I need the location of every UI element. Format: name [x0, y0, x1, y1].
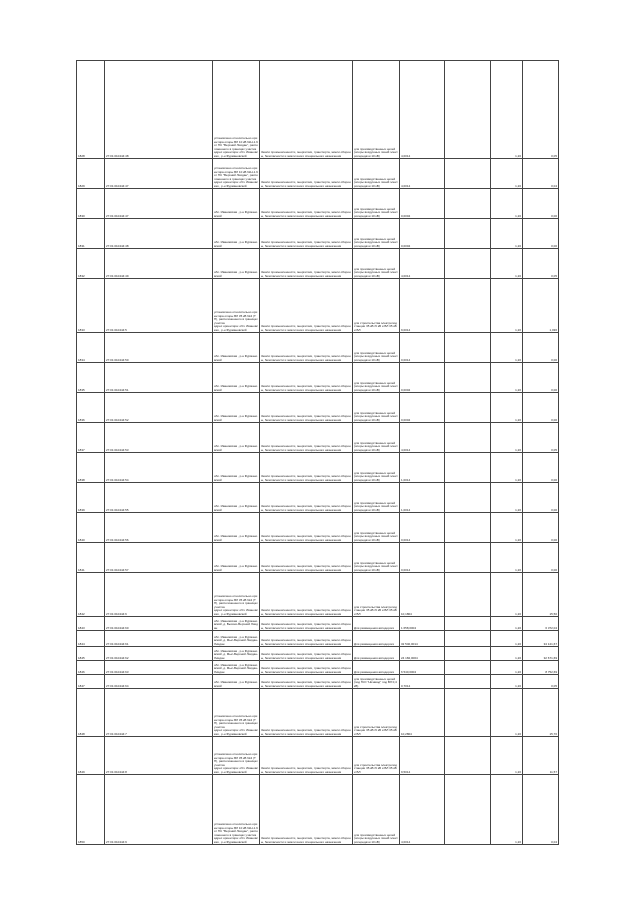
value-1-cell — [445, 333, 491, 363]
cadastral-number-cell: 27:01:010444:55 — [105, 483, 213, 513]
value-1-cell — [445, 675, 491, 689]
value-1-cell — [445, 631, 491, 647]
area-cell: 10,2804 — [400, 689, 445, 737]
permitted-use-cell: для производственных целей (опоры воздушных линий электропередачи 10 кВ) — [353, 61, 400, 159]
coefficient-cell: 1,20 — [491, 617, 523, 631]
table-row — [77, 483, 559, 513]
location-cell: обл. Ивановская , р-н Фурмановский — [213, 393, 260, 423]
table-row — [77, 513, 559, 543]
row-number-cell: 1842 — [77, 573, 105, 617]
table-row — [77, 333, 559, 363]
tax-amount-cell: 15,50 — [523, 573, 559, 617]
location-cell: обл. Ивановская , р-н Фурмановский — [213, 333, 260, 363]
land-category-cell: Земли промышленности, энергетики, транспорта, земли обороны, безопасности и земли иного специального назначения — [260, 675, 353, 689]
location-cell: обл. Ивановская , р-н Фурмановский, д. Мыс-Верхний Лиидан-Лиидан — [214, 662, 259, 674]
row-number-cell: 1846 — [77, 661, 105, 675]
location-cell: обл. Ивановская , р-н Фурмановский — [213, 513, 260, 543]
area-cell: 9,0014 — [400, 279, 445, 333]
row-number-cell: 1844 — [77, 631, 105, 647]
location-cell: установлено относительно ориентира опоры ВЛ 10 кВ №Н-1.9 от ПС "Верхний Лиидан", расположенного в границах участка адрес ориентира: обл. Ивановская , р-н Фурмановский — [213, 61, 260, 159]
location-cell: установлено относительно ориентира опоры ВЛ 35 кВ №4 (ТП), расположенного в границах участка адрес ориентира: обл. Ивановская , р-н Фурмановский — [213, 573, 260, 617]
permitted-use-cell: для производственных целей (опоры воздушных линий электропередачи 10 кВ) — [353, 775, 400, 845]
land-category-cell: Земли промышленности, энергетики, транспорта, земли обороны, безопасности и земли иного специального назначения — [260, 159, 353, 189]
value-1-cell — [445, 453, 491, 483]
cadastral-number-cell: 27:01:010444:64 — [105, 675, 213, 689]
permitted-use-cell: для производственных целей (опоры воздушных линий электропередачи 10 кВ) — [353, 189, 400, 219]
table-row — [77, 219, 559, 249]
land-category-cell: Земли промышленности, энергетики, транспорта, земли обороны, безопасности и земли иного специального назначения — [260, 689, 353, 737]
location-cell: установлено относительно ориентира опоры ВЛ 35 кВ №4 (ТП), расположенного в границах участка адрес ориентира: обл. Ивановская , р-н Фурмановский — [213, 689, 260, 737]
value-1-cell — [445, 279, 491, 333]
coefficient-cell: 1,20 — [491, 689, 523, 737]
table-row — [77, 543, 559, 573]
value-1-cell — [445, 393, 491, 423]
tax-amount-cell: 0,00 — [523, 189, 559, 219]
tax-amount-cell: 0,04 — [523, 159, 559, 189]
coefficient-cell: 1,20 — [491, 573, 523, 617]
table-row — [77, 689, 559, 737]
land-category-cell: Земли промышленности, энергетики, транспорта, земли обороны, безопасности и земли иного специального назначения — [260, 189, 353, 219]
area-cell: 0,0014 — [400, 513, 445, 543]
land-category-cell: Земли промышленности, энергетики, транспорта, земли обороны, безопасности и земли иного специального назначения — [260, 737, 353, 775]
coefficient-cell: 1,20 — [491, 219, 523, 249]
row-number-cell: 1845 — [77, 647, 105, 661]
row-number-cell: 1830 — [77, 189, 105, 219]
land-category-cell: Земли промышленности, энергетики, транспорта, земли обороны, безопасности и земли иного специального назначения — [260, 573, 353, 617]
table-row — [77, 363, 559, 393]
tax-amount-cell: 34 121,67 — [523, 631, 559, 647]
coefficient-cell: 1,20 — [491, 737, 523, 775]
permitted-use-cell: для строительства электроподстанции 35 кВ /6 кВ и ВЛ 35 кВ и ВЛ — [353, 737, 400, 775]
land-category-cell: Земли промышленности, энергетики, транспорта, земли обороны, безопасности и земли иного специального назначения — [260, 617, 353, 631]
land-category-cell: Земли промышленности, энергетики, транспорта, земли обороны, безопасности и земли иного специального назначения — [260, 61, 353, 159]
cadastral-number-cell: 27:01:010444:5 — [105, 279, 213, 333]
area-cell: 24 182,0004 — [400, 647, 445, 661]
value-1-cell — [445, 189, 491, 219]
table-row — [77, 453, 559, 483]
value-1-cell — [445, 159, 491, 189]
coefficient-cell: 1,20 — [491, 423, 523, 453]
land-category-cell: Земли промышленности, энергетики, транспорта, земли обороны, безопасности и земли иного специального назначения — [260, 513, 353, 543]
table-row — [77, 631, 559, 647]
value-1-cell — [445, 423, 491, 453]
tax-amount-cell: 32 671,69 — [523, 647, 559, 661]
area-cell: 4,0014 — [400, 159, 445, 189]
coefficient-cell: 1,20 — [491, 61, 523, 159]
cadastral-number-cell: 27:01:010444:49 — [105, 249, 213, 279]
row-number-cell: 1840 — [77, 513, 105, 543]
cadastral-number-cell: 27:01:010444:48 — [105, 61, 213, 159]
permitted-use-cell: для производственных целей (опоры воздушных линий электропередачи 10 кВ) — [353, 513, 400, 543]
permitted-use-cell: Для размещения автодороги — [353, 647, 400, 661]
land-category-cell: Земли промышленности, энергетики, транспорта, земли обороны, безопасности и земли иного специального назначения — [260, 483, 353, 513]
area-cell: 0,0004 — [400, 393, 445, 423]
table-row — [77, 423, 559, 453]
row-number-cell: 1850 — [77, 775, 105, 845]
coefficient-cell: 1,20 — [491, 159, 523, 189]
row-number-cell: 1828 — [77, 61, 105, 159]
area-cell: 4,0014 — [400, 249, 445, 279]
permitted-use-cell: для производственных целей (под ГКО "Низавод" под ВЛ 0,4 кВ) — [353, 675, 400, 689]
row-number-cell: 1838 — [77, 453, 105, 483]
land-category-cell: Земли промышленности, энергетики, транспорта, земли обороны, безопасности и земли иного специального назначения — [260, 631, 353, 647]
location-cell: установлено относительно ориентира опоры ВЛ 35 кВ №4 (ТП), расположенного в границах участка адрес ориентира: обл. Ивановская , р-н Фурмановский — [213, 737, 260, 775]
area-cell: 6 540,0004 — [400, 661, 445, 675]
permitted-use-cell: для производственных целей (опоры воздушных линий электропередачи 10 кВ) — [353, 219, 400, 249]
coefficient-cell: 1,20 — [491, 775, 523, 845]
table-row — [77, 159, 559, 189]
value-1-cell — [445, 661, 491, 675]
location-cell: обл. Ивановская , р-н Фурмановский, д. Высоко-Верхний Лиидан — [214, 618, 258, 630]
location-cell: обл. Ивановская , р-н Фурмановский, д. Мыс-Верхний Лиидан-Лиидан — [214, 648, 259, 660]
cadastral-number-cell: 27:01:010444:60 — [105, 617, 213, 631]
table-row — [77, 279, 559, 333]
coefficient-cell: 1,20 — [491, 647, 523, 661]
value-1-cell — [445, 737, 491, 775]
area-cell: 0,0004 — [400, 189, 445, 219]
tax-amount-cell: 0,00 — [523, 363, 559, 393]
permitted-use-cell: для производственных целей (опоры воздушных линий электропередачи 10 кВ) — [353, 249, 400, 279]
area-cell: 4,0014 — [400, 423, 445, 453]
land-category-cell: Земли промышленности, энергетики, транспорта, земли обороны, безопасности и земли иного специального назначения — [260, 333, 353, 363]
value-1-cell — [445, 363, 491, 393]
area-cell: 1,0014 — [400, 453, 445, 483]
land-category-cell: Земли промышленности, энергетики, транспорта, земли обороны, безопасности и земли иного специального назначения — [260, 543, 353, 573]
table-row — [77, 737, 559, 775]
land-plot-table — [76, 60, 559, 845]
permitted-use-cell: Для размещения автодороги — [353, 617, 400, 631]
coefficient-cell: 1,20 — [491, 631, 523, 647]
location-cell: обл. Ивановская , р-н Фурмановский — [213, 249, 260, 279]
area-cell: 0,0004 — [400, 363, 445, 393]
tax-amount-cell: 0,00 — [523, 219, 559, 249]
land-category-cell: Земли промышленности, энергетики, транспорта, земли обороны, безопасности и земли иного специального назначения — [260, 363, 353, 393]
cadastral-number-cell: 27:01:010444:6 — [105, 573, 213, 617]
row-number-cell: 1831 — [77, 219, 105, 249]
cadastral-number-cell: 27:01:010444:47 — [105, 189, 213, 219]
table-row — [77, 617, 559, 631]
tax-amount-cell: 1,036 — [523, 279, 559, 333]
value-1-cell — [445, 775, 491, 845]
area-cell: 1,0014 — [400, 483, 445, 513]
value-1-cell — [445, 689, 491, 737]
cadastral-number-cell: 27:01:010444:7 — [105, 689, 213, 737]
permitted-use-cell: для производственных целей (опоры воздушных линий электропередачи 10 кВ) — [353, 333, 400, 363]
location-cell: обл. Ивановская , р-н Фурмановский — [213, 219, 260, 249]
area-cell: 9,5014 — [400, 737, 445, 775]
cadastral-number-cell: 27:01:010444:57 — [105, 543, 213, 573]
permitted-use-cell: для строительства электроподстанции 35 кВ /6 кВ и ВЛ 35 кВ и ВЛ — [353, 573, 400, 617]
tax-amount-cell: 0,00 — [523, 483, 559, 513]
land-category-cell: Земли промышленности, энергетики, транспорта, земли обороны, безопасности и земли иного специального назначения — [260, 647, 353, 661]
tax-amount-cell: 0,00 — [523, 333, 559, 363]
permitted-use-cell: для производственных целей (опоры воздушных линий электропередачи 10 кВ) — [353, 423, 400, 453]
location-cell: обл. Ивановская , р-н Фурмановский — [213, 483, 260, 513]
land-category-cell: Земли промышленности, энергетики, транспорта, земли обороны, безопасности и земли иного специального назначения — [260, 279, 353, 333]
cadastral-number-cell: 27:01:010444:51 — [105, 363, 213, 393]
location-cell: обл. Ивановская , р-н Фурмановский — [213, 189, 260, 219]
coefficient-cell: 1,20 — [491, 483, 523, 513]
area-cell: 4,0014 — [400, 775, 445, 845]
table-row — [77, 573, 559, 617]
permitted-use-cell: для производственных целей (опоры воздушных линий электропередачи 10 кВ) — [353, 363, 400, 393]
coefficient-cell: 1,20 — [491, 363, 523, 393]
cadastral-number-cell: 27:01:010444:63 — [105, 661, 213, 675]
location-cell: обл. Ивановская , р-н Фурмановский — [213, 363, 260, 393]
area-cell: 32 540,0014 — [400, 631, 445, 647]
cadastral-number-cell: 27:01:010444:56 — [105, 513, 213, 543]
cadastral-number-cell: 27:01:010444:62 — [105, 647, 213, 661]
coefficient-cell: 1,20 — [491, 543, 523, 573]
permitted-use-cell: для производственных целей (опоры воздушных линий электропередачи 10 кВ) — [353, 159, 400, 189]
coefficient-cell: 1,20 — [491, 189, 523, 219]
row-number-cell: 1836 — [77, 393, 105, 423]
cadastral-number-cell: 27:01:010444:48 — [105, 219, 213, 249]
permitted-use-cell: для строительства электроподстанции 35 кВ /6 кВ и ВЛ 35 кВ и ВЛ — [353, 279, 400, 333]
value-1-cell — [445, 249, 491, 279]
coefficient-cell: 1,20 — [491, 513, 523, 543]
area-cell: 0,7014 — [400, 675, 445, 689]
cadastral-number-cell: 27:01:010444:52 — [105, 393, 213, 423]
value-1-cell — [445, 543, 491, 573]
area-cell: 0,0014 — [400, 333, 445, 363]
coefficient-cell: 1,20 — [491, 661, 523, 675]
permitted-use-cell: для строительства электроподстанции 35 кВ /6 кВ и ВЛ 35 кВ и ВЛ — [353, 689, 400, 737]
tax-amount-cell: 0,05 — [523, 675, 559, 689]
row-number-cell: 1829 — [77, 159, 105, 189]
tax-amount-cell: 0,05 — [523, 61, 559, 159]
tax-amount-cell: 0,00 — [523, 543, 559, 573]
coefficient-cell: 1,20 — [491, 333, 523, 363]
value-1-cell — [445, 483, 491, 513]
cadastral-number-cell: 27:01:010444:53 — [105, 423, 213, 453]
cadastral-number-cell: 27:01:010444:54 — [105, 453, 213, 483]
tax-amount-cell: 15,70 — [523, 689, 559, 737]
row-number-cell: 1835 — [77, 363, 105, 393]
tax-amount-cell: 0,04 — [523, 775, 559, 845]
coefficient-cell: 1,20 — [491, 453, 523, 483]
area-cell: 4,0014 — [400, 61, 445, 159]
land-category-cell: Земли промышленности, энергетики, транспорта, земли обороны, безопасности и земли иного специального назначения — [260, 775, 353, 845]
land-category-cell: Земли промышленности, энергетики, транспорта, земли обороны, безопасности и земли иного специального назначения — [260, 661, 353, 675]
value-1-cell — [445, 647, 491, 661]
area-cell: 0,0004 — [400, 219, 445, 249]
tax-amount-cell: 0,00 — [523, 393, 559, 423]
permitted-use-cell: для производственных целей (опоры воздушных линий электропередачи 10 кВ) — [353, 483, 400, 513]
land-category-cell: Земли промышленности, энергетики, транспорта, земли обороны, безопасности и земли иного специального назначения — [260, 423, 353, 453]
cadastral-number-cell: 27:01:010444:9 — [105, 775, 213, 845]
table-row — [77, 61, 559, 159]
row-number-cell: 1834 — [77, 333, 105, 363]
tax-amount-cell: 0,05 — [523, 423, 559, 453]
row-number-cell: 1849 — [77, 737, 105, 775]
row-number-cell: 1832 — [77, 249, 105, 279]
cadastral-number-cell: 27:01:010444:47 — [105, 159, 213, 189]
tax-amount-cell: 6 372,04 — [523, 617, 559, 631]
location-cell: установлено относительно ориентира опоры ВЛ 10 кВ №Н-1.9 от ПС "Верхний Лиидан", расположенного в границах участка адрес ориентира: обл. Ивановская , р-н Фурмановский — [213, 775, 260, 845]
value-1-cell — [445, 513, 491, 543]
table-row — [77, 661, 559, 675]
permitted-use-cell: для производственных целей (опоры воздушных линий электропередачи 10 кВ) — [353, 393, 400, 423]
row-number-cell: 1841 — [77, 543, 105, 573]
tax-amount-cell: 0,00 — [523, 513, 559, 543]
row-number-cell: 1847 — [77, 675, 105, 689]
location-cell: установлено относительно ориентира опоры ВЛ 10 кВ №Н-1.9 от ПС "Верхний Лиидан", расположенного в границах участка адрес ориентира: обл. Ивановская , р-н Фурмановский — [213, 159, 260, 189]
location-cell: обл. Ивановская , р-н Фурмановский — [213, 453, 260, 483]
coefficient-cell: 1,20 — [491, 279, 523, 333]
tax-amount-cell: 0,00 — [523, 453, 559, 483]
location-cell: обл. Ивановская , р-н Фурмановский — [213, 423, 260, 453]
tax-amount-cell: 11,57 — [523, 737, 559, 775]
permitted-use-cell: для производственных целей (опоры воздушных линий электропередачи 10 кВ) — [353, 453, 400, 483]
land-category-cell: Земли промышленности, энергетики, транспорта, земли обороны, безопасности и земли иного специального назначения — [260, 453, 353, 483]
value-1-cell — [445, 573, 491, 617]
area-cell: 1 658,0004 — [400, 617, 445, 631]
cadastral-number-cell: 27:01:010444:50 — [105, 333, 213, 363]
location-cell: обл. Ивановская , р-н Фурмановский, д. Мыс-Верхний Лиидан-Лиидан — [213, 631, 260, 647]
row-number-cell: 1837 — [77, 423, 105, 453]
cadastral-number-cell: 27:01:010444:61 — [105, 631, 213, 647]
table-row — [77, 675, 559, 689]
value-1-cell — [445, 617, 491, 631]
table-row — [77, 189, 559, 219]
table-row — [77, 647, 559, 661]
permitted-use-cell: Для размещения автодороги — [353, 661, 400, 675]
coefficient-cell: 1,20 — [491, 249, 523, 279]
area-cell: 0,0014 — [400, 543, 445, 573]
permitted-use-cell: для производственных целей (опоры воздушных линий электропередачи 10 кВ) — [353, 543, 400, 573]
value-1-cell — [445, 61, 491, 159]
row-number-cell: 1833 — [77, 279, 105, 333]
coefficient-cell: 1,20 — [491, 675, 523, 689]
value-1-cell — [445, 219, 491, 249]
location-cell: обл. Ивановская , р-н Фурмановский — [213, 675, 260, 689]
land-category-cell: Земли промышленности, энергетики, транспорта, земли обороны, безопасности и земли иного специального назначения — [260, 219, 353, 249]
location-cell: обл. Ивановская , р-н Фурмановский — [213, 543, 260, 573]
location-cell: установлено относительно ориентира опоры ВЛ 35 кВ №4 (ТП), расположенного в границах участка адрес ориентира: обл. Ивановская , р-н Фурмановский — [213, 279, 260, 333]
table-row — [77, 393, 559, 423]
row-number-cell: 1839 — [77, 483, 105, 513]
table-row — [77, 775, 559, 845]
row-number-cell: 1848 — [77, 689, 105, 737]
coefficient-cell: 1,20 — [491, 393, 523, 423]
tax-amount-cell: 8 752,69 — [523, 661, 559, 675]
row-number-cell: 1843 — [77, 617, 105, 631]
table-row — [77, 249, 559, 279]
land-category-cell: Земли промышленности, энергетики, транспорта, земли обороны, безопасности и земли иного специального назначения — [260, 249, 353, 279]
area-cell: 10,1804 — [400, 573, 445, 617]
land-category-cell: Земли промышленности, энергетики, транспорта, земли обороны, безопасности и земли иного специального назначения — [260, 393, 353, 423]
permitted-use-cell: Для размещения автодороги — [353, 631, 400, 647]
tax-amount-cell: 0,05 — [523, 249, 559, 279]
cadastral-number-cell: 27:01:010444:8 — [105, 737, 213, 775]
